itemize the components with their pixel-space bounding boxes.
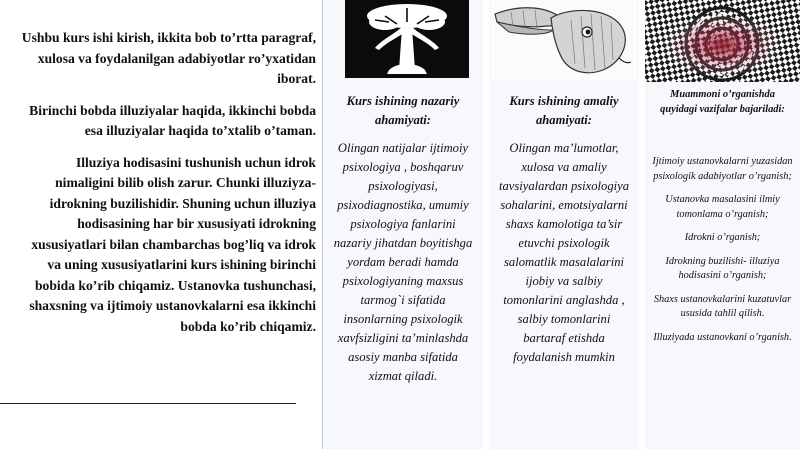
intro-text-block <box>18 28 316 348</box>
task-item: Illuziyada ustanovkani o’rganish. <box>653 331 792 343</box>
practical-panel <box>489 0 639 449</box>
task-item: Shaxs ustanovkalarini kuzatuvlar ususida tahlil qilish. <box>653 293 792 319</box>
tasks-title: Muammoni o’rganishda quyidagi vazifalar bajariladi: <box>660 89 785 115</box>
practical-title: Kurs ishining amaliy ahamiyati: <box>509 94 619 127</box>
tree-faces-illusion-icon <box>345 0 469 78</box>
divider-line <box>0 403 296 404</box>
intro-paragraph-2: Birinchi bobda illuziyalar haqida, ikkinchi bobda esa illuziyalar haqida to’xtalib o’taman. <box>29 102 316 138</box>
task-item: Ustanovka masalasini ilmiy tomonlama o’rganish; <box>665 194 780 220</box>
theory-panel <box>322 0 483 449</box>
practical-body: Olingan ma’lumotlar, xulosa va amaliy tavsiyalardan psixologiya sohalarini, emotsiyalarni shaxs kamolotiga ta’sir etuvchi psixologik salomatlik masalalarini ijobiy va salbiy tomonlarini anglashda , salbiy tomonlarini bartaraf etishda foydalanish mumkin <box>499 141 630 364</box>
duck-rabbit-illusion-icon <box>491 0 637 80</box>
intro-paragraph-3: Illuziya hodisasini tushunish uchun idrok nimaligini bilib olish zarur. Chunki illuziyza- idrokning buzilishidir. Shuning uchun illuziya hodisasining har bir xususiyati idrokning xususiyatlari bilan chambarchas bog’liq va idrok va uning xususiyatlarini kurs ishining birinchi bobida ko’rib chiqamiz. Ustanovka tushunchasi, shaxsning va ijtimoiy ustanovkalarni esa ikkinchi bobda ko’rib chiqamiz. <box>29 154 316 334</box>
spiral-op-art-illusion-icon <box>645 0 800 82</box>
intro-paragraph-1: Ushbu kurs ishi kirish, ikkita bob to’rtta paragraf, xulosa va foydalanilgan adabiyotlar ro’yxatidan iborat. <box>21 30 316 86</box>
tasks-list <box>645 155 800 354</box>
task-item: Idrokning buzilishi- illuziya hodisasini o’rganish; <box>665 255 780 281</box>
task-item: Idrokni o’rganish; <box>684 232 761 243</box>
task-item: Ijtimoiy ustanovkalarni yuzasidan psixologik adabiyotlar o’rganish; <box>652 156 793 182</box>
tasks-panel <box>645 0 800 449</box>
theory-title: Kurs ishining nazariy ahamiyati: <box>346 94 460 127</box>
theory-body: Olingan natijalar ijtimoiy psixologiya , boshqaruv psixologiyasi, psixodiagnostika, umumiy psixologiya fanlarini nazariy jihatdan boyitishga yordam beradi hamda psixologiyaning maxsus tarmog`i sifatida insonlarning psixologik xavfsizligini ta’minlashda asosiy manba sifatida xizmat qiladi. <box>333 141 473 383</box>
